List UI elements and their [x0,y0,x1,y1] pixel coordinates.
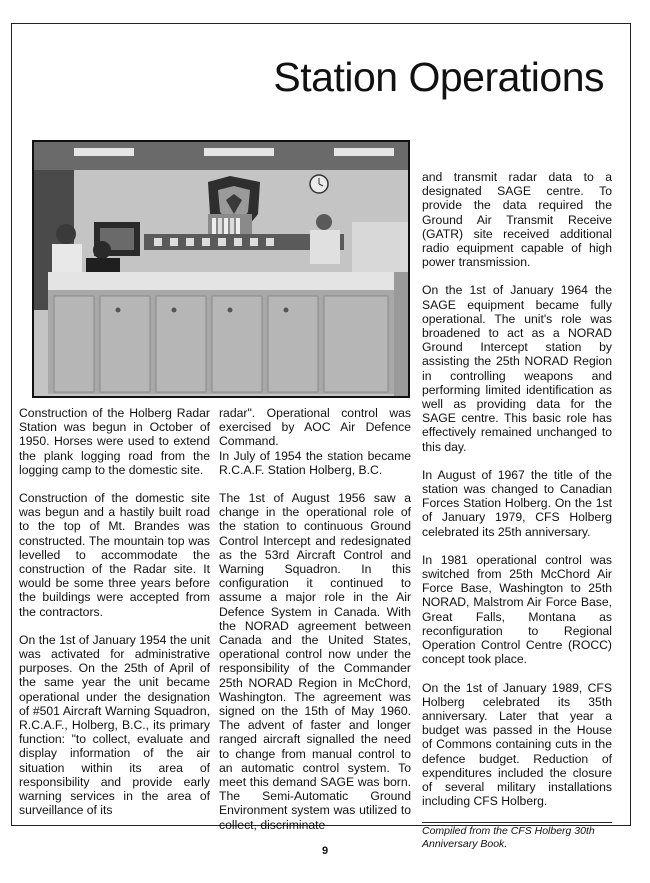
paragraph: On the 1st of January 1964 the SAGE equipment became fully operational. The unit's role was broadened to act as a NORAD Ground Intercept station by assisting the 25th NORAD Region in controlling weapons and performing limited identification as well as providing data for the SAGE centre. This basic role has effectively remained unchanged to this day. [422,283,612,454]
paragraph: On the 1st of January 1989, CFS Holberg celebrated its 35th anniversary. Later that year a budget was passed in the House of Commons containing cuts in the defence budget. Reduction of expenditures included the closure of several military installations including CFS Holberg. [422,680,612,809]
page-title: Station Operations [273,54,604,100]
paragraph: In July of 1954 the station became R.C.A.F. Station Holberg, B.C. [219,448,411,477]
operations-room-photo [32,140,410,398]
paragraph: and transmit radar data to a designated SAGE centre. To provide the data required the Ground Air Transmit Receive (GATR) site received additional radio equipment capable of high power transmission. [422,170,612,270]
page-number: 9 [321,845,329,857]
source-credit: Compiled from the CFS Holberg 30th Anniversary Book. [422,822,612,851]
paragraph: radar". Operational control was exercised by AOC Air Defence Command. [219,406,411,449]
paragraph: Construction of the domestic site was begun and a hastily built road to the top of Mt. Brandes was constructed. The mountain top was levelled to accommodate the construction of the Radar site. It would be some three years before the buildings were accepted from the contractors. [19,491,210,619]
text-column-2 [219,406,411,846]
paragraph: In 1981 operational control was switched from 25th McChord Air Force Base, Washington to 25th NORAD, Malstrom Air Force Base, Great Falls, Montana as reconfiguration to Regional Operation Control Centre (ROCC) concept took place. [422,552,612,667]
paragraph: Construction of the Holberg Radar Station was begun in October of 1950. Horses were used to extend the plank logging road from the logging camp to the domestic site. [19,406,210,477]
paragraph: On the 1st of January 1954 the unit was activated for administrative purposes. On the 25th of April of the same year the unit became operational under the designation of #501 Aircraft Warning Squadron, R.C.A.F., Holberg, B.C., its primary function: "to collect, evaluate and display information of the air situation within its area of responsibility and provide early warning services in the area of surveillance of its [19,632,210,818]
paragraph: In August of 1967 the title of the station was changed to Canadian Forces Station Holberg. On the 1st of January 1979, CFS Holberg celebrated its 25th anniversary. [422,467,612,539]
paragraph: The 1st of August 1956 saw a change in the operational role of the station to continuous Ground Control Intercept and redesignated as the 53rd Aircraft Control and Warning Squadron. In this configuration it continued to assume a major role in the Air Defence System in Canada. With the NORAD agreement between Canada and the United States, operational control now under the responsibility of the Commander 25th NORAD Region in McChord, Washington. The agreement was signed on the 15th of May 1960. The advent of faster and longer ranged aircraft signalled the need to change from manual control to an automatic control system. To meet this demand SAGE was born. The Semi-Automatic Ground Environment system was utilized to collect, discriminate [219,491,411,832]
text-column-3 [422,170,612,851]
text-column-1 [19,406,210,831]
